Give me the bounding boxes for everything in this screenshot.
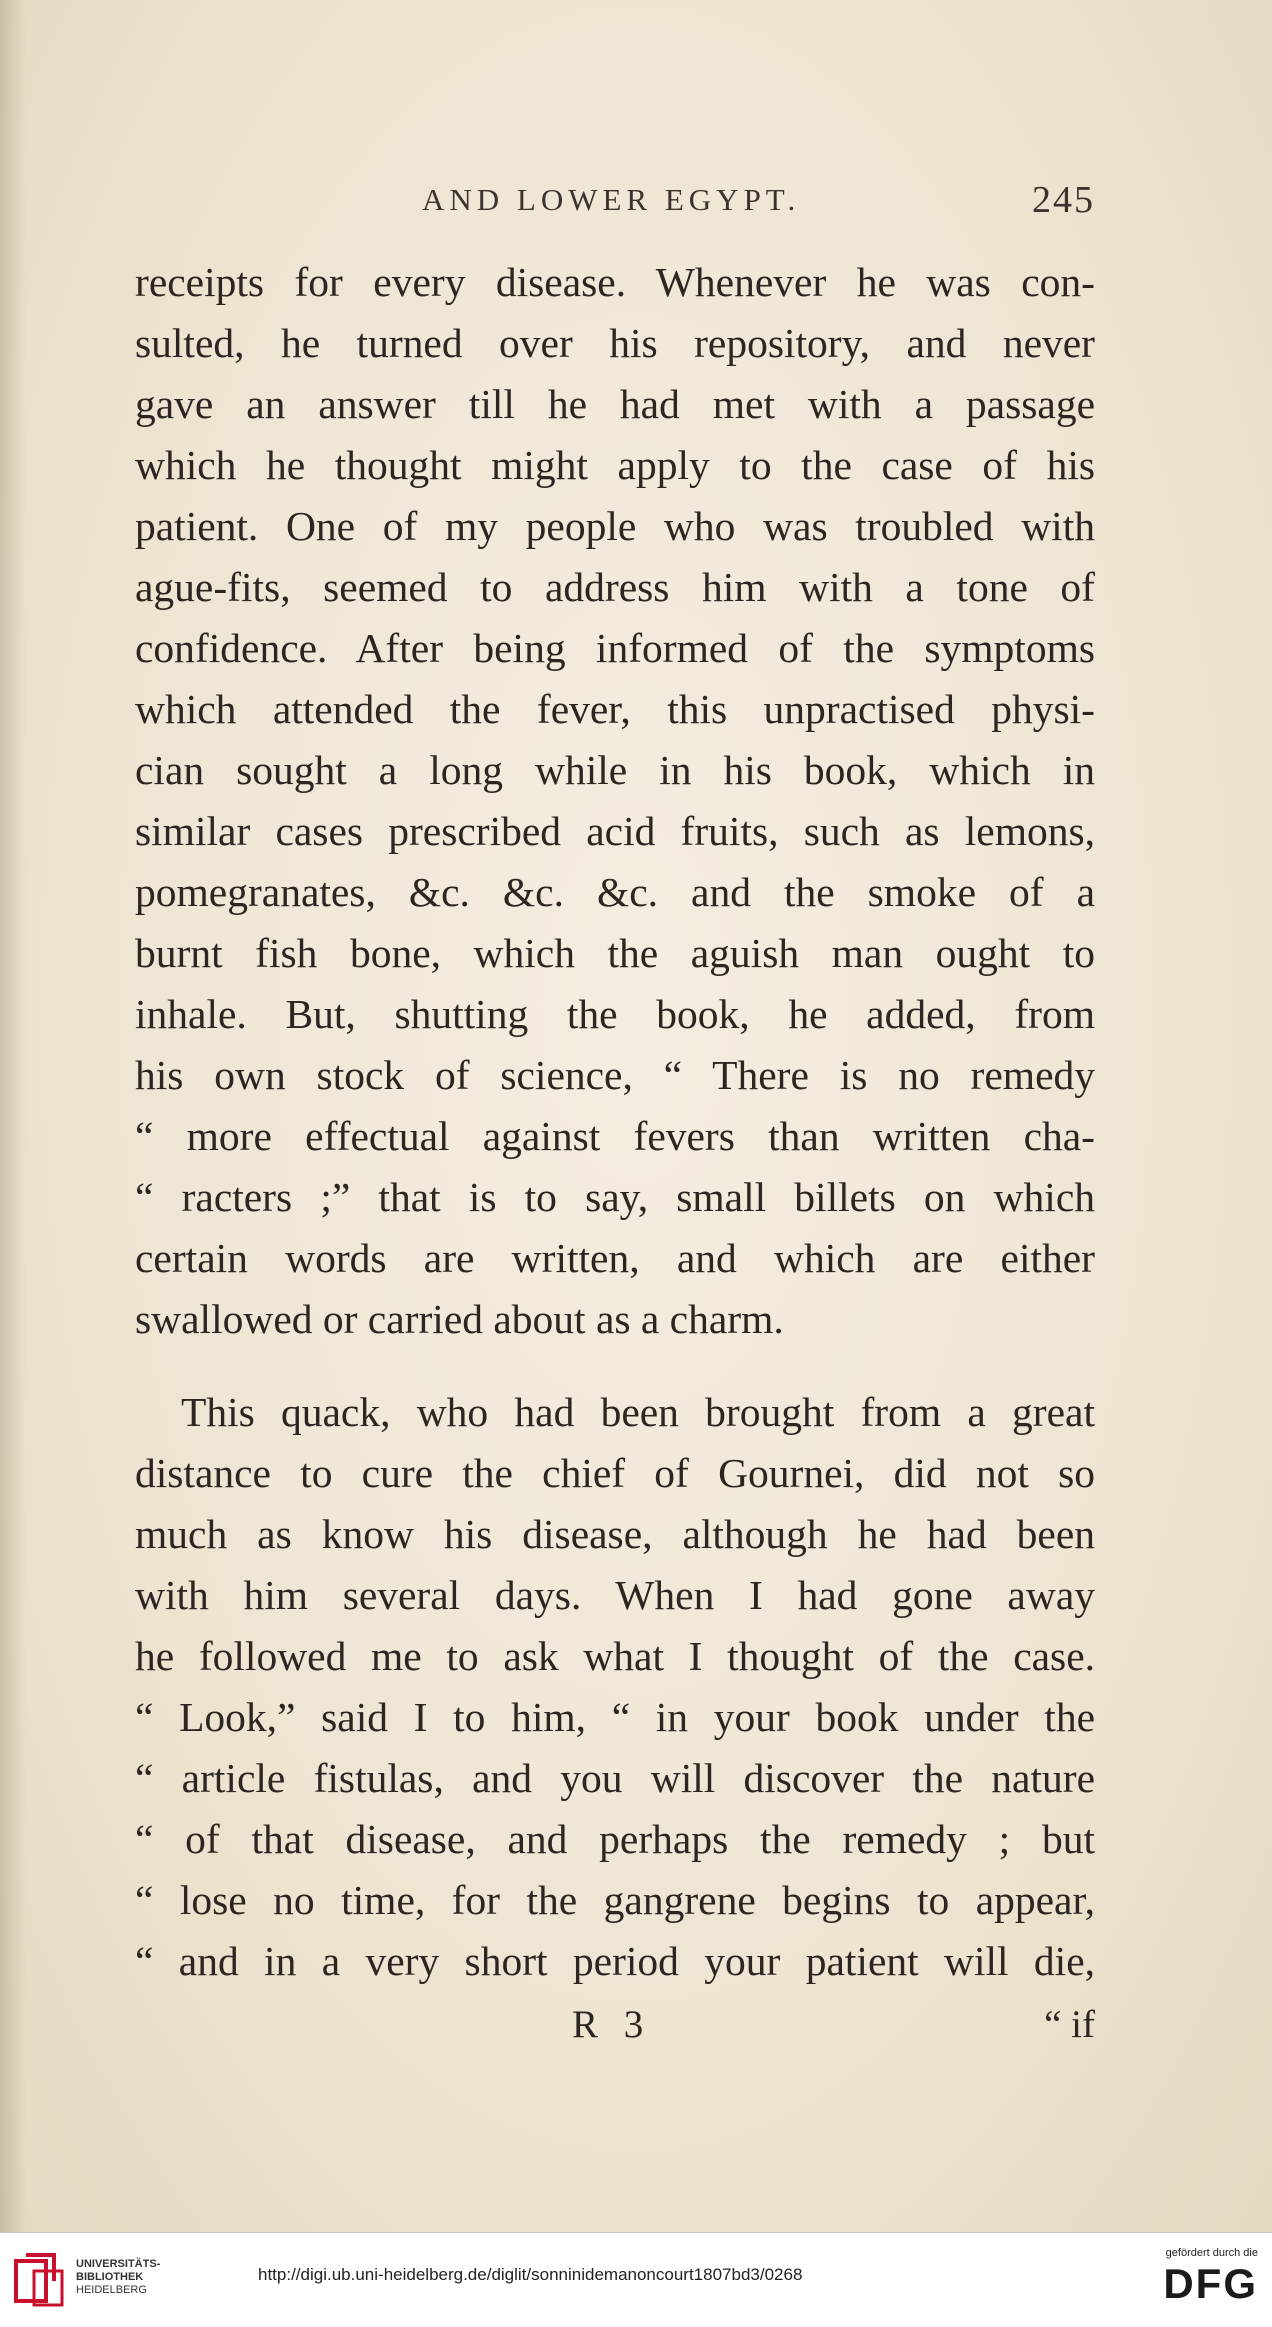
text-line: his own stock of science, “ There is no remedy [135,1052,1095,1098]
text-line: which attended the fever, this unpractised physi- [135,686,1095,732]
text-line: pomegranates, &c. &c. &c. and the smoke of a [135,869,1095,915]
library-name-line: BIBLIOTHEK [76,2271,144,2283]
text-line: with him several days. When I had gone away [135,1572,1095,1618]
page-number: 245 [1032,179,1095,221]
dfg-logo: DFG [1163,2260,1258,2307]
library-name-line: UNIVERSITÄTS- [76,2258,161,2270]
running-head-title: AND LOWER EGYPT. [422,182,801,217]
text-line: he followed me to ask what I thought of the case. [135,1633,1095,1679]
text-line: gave an answer till he had met with a passage [135,381,1095,427]
funding-credit [1118,2247,1258,2305]
page-foot [135,2002,1095,2058]
library-logo-icon [14,2251,68,2309]
text-line: “ lose no time, for the gangrene begins to appear, [135,1877,1095,1923]
library-name-line: HEIDELBERG [76,2284,147,2296]
catchword: “ if [1044,2003,1095,2046]
text-line: cian sought a long while in his book, which in [135,747,1095,793]
text-line: inhale. But, shutting the book, he added, from [135,991,1095,1037]
text-line: “ more effectual against fevers than written cha- [135,1113,1095,1159]
library-name [76,2258,160,2297]
text-line: “ article fistulas, and you will discover the nature [135,1755,1095,1801]
text-line: burnt fish bone, which the aguish man ought to [135,930,1095,976]
text-line: “ and in a very short period your patient will die, [135,1938,1095,1984]
text-line: receipts for every disease. Whenever he was con- [135,259,1095,305]
text-line: “ Look,” said I to him, “ in your book under the [135,1694,1095,1740]
running-head [135,178,1095,228]
text-line: sulted, he turned over his repository, and never [135,320,1095,366]
text-line: ague-fits, seemed to address him with a tone of [135,564,1095,610]
text-line: patient. One of my people who was troubled with [135,503,1095,549]
text-line: swallowed or carried about as a charm. [135,1296,784,1342]
text-line: similar cases prescribed acid fruits, such as lemons, [135,808,1095,854]
spine-shadow [0,0,26,2232]
text-line: much as know his disease, although he had been [135,1511,1095,1557]
viewer-footer [0,2232,1272,2327]
text-line: which he thought might apply to the case of his [135,442,1095,488]
text-line: “ of that disease, and perhaps the remedy ; but [135,1816,1095,1862]
paragraph-2 [135,1382,1095,1992]
text-line: distance to cure the chief of Gournei, did not so [135,1450,1095,1496]
text-line: certain words are written, and which are either [135,1235,1095,1281]
text-line: confidence. After being informed of the symptoms [135,625,1095,671]
text-line: “ racters ;” that is to say, small billets on which [135,1174,1095,1220]
funded-by-label: gefördert durch die [1165,2247,1258,2259]
permalink-url[interactable]: http://digi.ub.uni-heidelberg.de/diglit/sonninidemanoncourt1807bd3/0268 [258,2265,803,2284]
paragraph-1 [135,252,1095,1350]
signature-mark: R 3 [572,2003,652,2046]
text-line: This quack, who had been brought from a great [181,1389,1095,1435]
